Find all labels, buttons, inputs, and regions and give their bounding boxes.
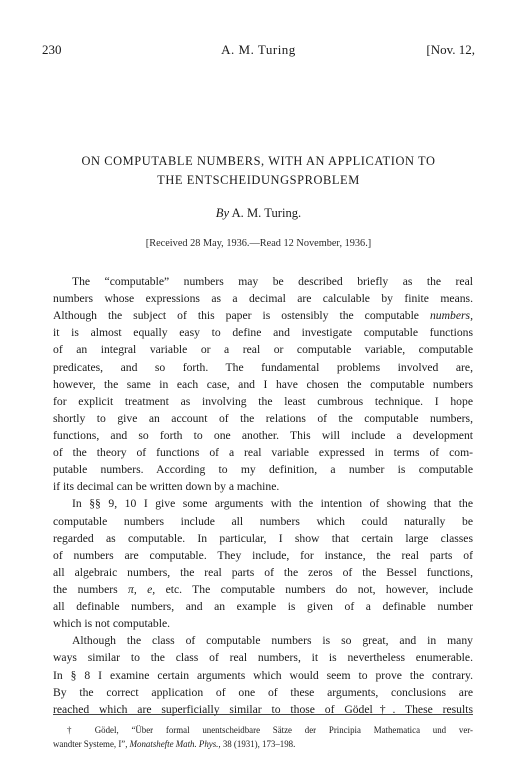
emphasis-numbers: numbers,	[429, 309, 473, 323]
received-note: [Received 28 May, 1936.—Read 12 November, 1936.]	[145, 238, 372, 249]
footnote-journal: Monatshefte Math. Phys.,	[129, 739, 221, 749]
body-line-text: Although the subject of this paper is ostensibly the computable	[53, 309, 419, 323]
body-line: computable numbers include all numbers which could naturally be	[53, 514, 473, 528]
byline	[0, 206, 517, 221]
title-line: THE ENTSCHEIDUNGSPROBLEM	[157, 173, 360, 187]
body-line: it is almost equally easy to define and investigate computable functions	[53, 326, 473, 340]
footnote	[53, 723, 473, 751]
math-pi-e: π, e,	[128, 582, 156, 596]
body-line-text: the numbers	[53, 582, 118, 596]
body-line: The “computable” numbers may be described briefly as the real	[72, 275, 473, 288]
body-line: numbers whose expressions as a decimal are calculable by finite means.	[53, 292, 473, 306]
body-line: putable numbers. According to my definition, a number is computable	[53, 463, 473, 477]
body-line: all definable numbers, and an example is given of a definable number	[53, 600, 473, 614]
footnote-line: † Gödel, “Über formal unentscheidbare Sätze der Principia Mathematica und ver-	[67, 725, 473, 735]
body-line: for explicit treatment as involving the least cumbrous technique. I hope	[53, 394, 473, 408]
body-line: reached which are superficially similar to those of Gödel†. These results	[53, 702, 473, 716]
body-line: In §§ 9, 10 I give some arguments with the intention of showing that the	[72, 497, 473, 511]
running-head-date: [Nov. 12,	[426, 42, 475, 57]
body-line: shortly to give an account of the relations of the computable numbers,	[53, 411, 473, 425]
body-line: of the theory of functions of a real variable expressed in terms of com-	[53, 446, 473, 460]
body-line	[53, 307, 473, 324]
footnote-text: 38 (1931), 173–198.	[222, 739, 296, 749]
page-number: 230	[42, 42, 62, 57]
running-head	[42, 42, 475, 60]
paper-title	[30, 152, 487, 190]
body-line: which is not computable.	[53, 617, 171, 631]
byline-by: By	[215, 206, 230, 220]
body-line-text: etc. The computable numbers do not, however, include	[165, 582, 473, 596]
footnote-line	[53, 737, 473, 751]
body-line: if its decimal can be written down by a machine.	[53, 480, 280, 494]
body-line: regarded as computable. In particular, I show that certain large classes	[53, 531, 473, 545]
footnote-text: wandter Systeme, I”,	[53, 739, 128, 749]
body-line: however, the same in each case, and I have chosen the computable numbers	[53, 377, 473, 391]
body-line: In § 8 I examine certain arguments which would seem to prove the contrary.	[53, 668, 473, 682]
body-line: all algebraic numbers, the real parts of the zeros of the Bessel functions,	[53, 565, 473, 579]
title-line: ON COMPUTABLE NUMBERS, WITH AN APPLICATION TO	[81, 154, 436, 168]
running-head-author: A. M. Turing	[221, 42, 296, 57]
body-line: functions, and so forth to one another. This will include a development	[53, 428, 473, 442]
body-line: of numbers are computable. They include, for instance, the real parts of	[53, 548, 473, 562]
body-line: predicates, and so forth. The fundamental problems involved are,	[53, 360, 473, 374]
body-line: Although the class of computable numbers is so great, and in many	[72, 634, 473, 648]
body-line	[53, 581, 473, 598]
body-text	[53, 273, 473, 718]
body-line: of an integral variable or a real or computable variable, computable	[53, 343, 473, 357]
footnote-rule	[53, 714, 473, 715]
byline-author: A. M. Turing.	[231, 206, 302, 220]
body-line: By the correct application of one of these arguments, conclusions are	[53, 685, 473, 699]
body-line: ways similar to the class of real numbers, it is nevertheless enumerable.	[53, 651, 473, 665]
